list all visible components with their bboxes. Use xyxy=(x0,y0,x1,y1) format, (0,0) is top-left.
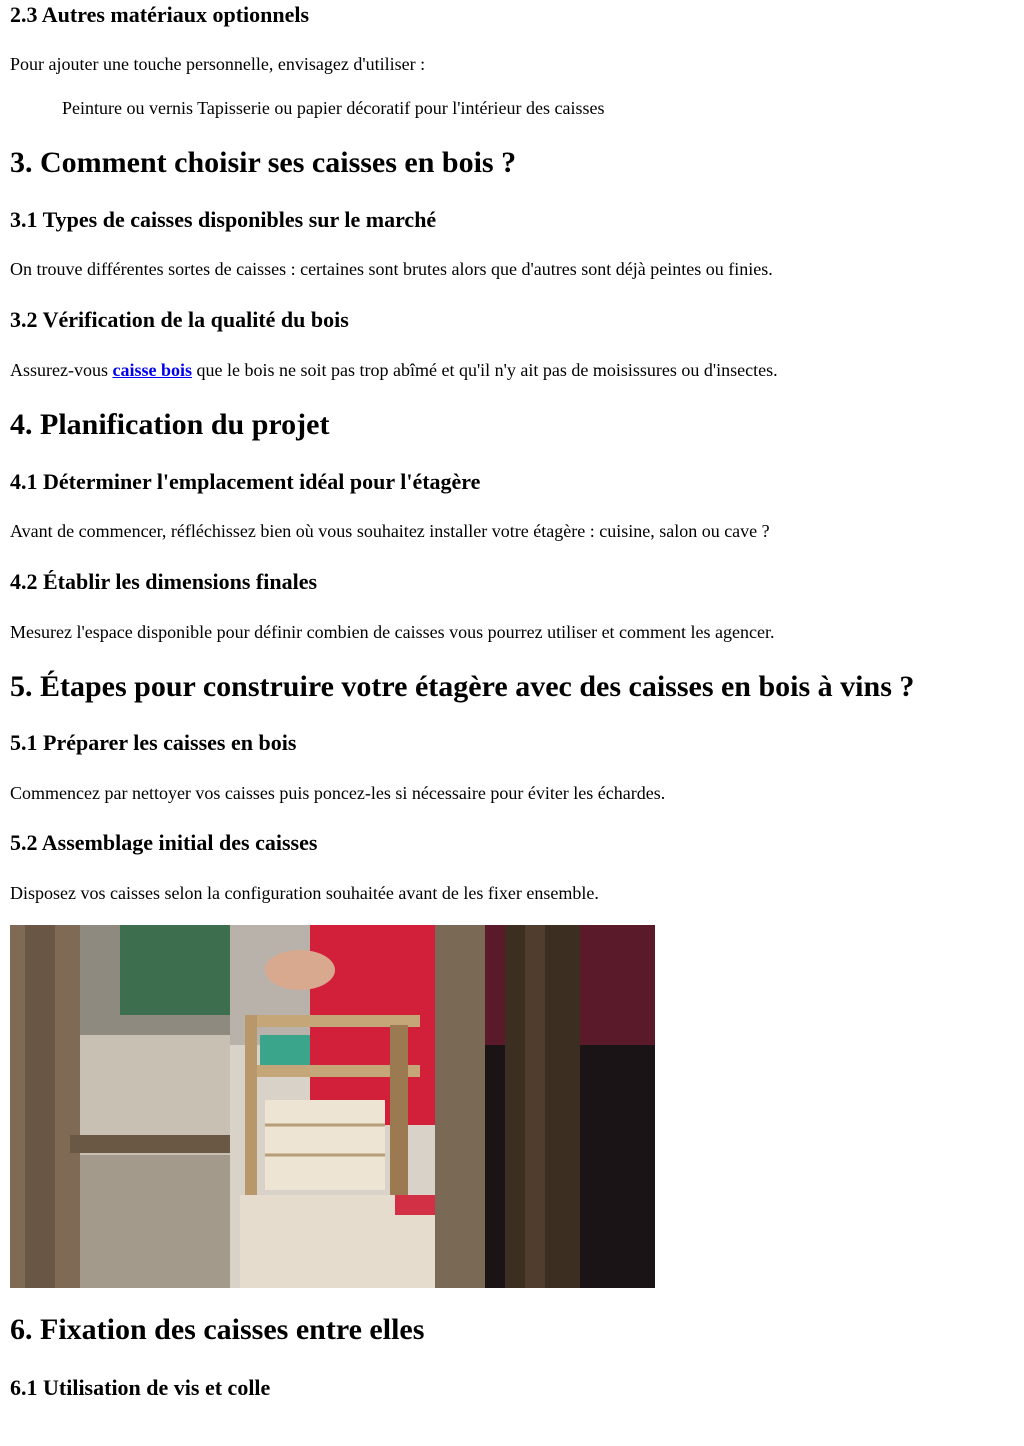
paragraph-2-3-intro: Pour ajouter une touche personnelle, envisagez d'utiliser : xyxy=(10,54,426,74)
heading-5-1: 5.1 Préparer les caisses en bois xyxy=(10,730,297,755)
caisse-bois-link[interactable]: caisse bois xyxy=(112,360,192,380)
assembly-photo-illustration xyxy=(10,925,655,1288)
paragraph-3-1: On trouve différentes sortes de caisses : certaines sont brutes alors que d'autres sont déjà peintes ou finies. xyxy=(10,259,773,279)
heading-3-1: 3.1 Types de caisses disponibles sur le marché xyxy=(10,207,437,232)
heading-4-2: 4.2 Établir les dimensions finales xyxy=(10,569,318,594)
paragraph-3-2-before: Assurez-vous xyxy=(10,360,113,380)
paragraph-5-1: Commencez par nettoyer vos caisses puis poncez-les si nécessaire pour éviter les échardes. xyxy=(10,783,666,803)
paragraph-3-2-after: que le bois ne soit pas trop abîmé et qu'il n'y ait pas de moisissures ou d'insectes. xyxy=(192,360,778,380)
heading-6-1: 6.1 Utilisation de vis et colle xyxy=(10,1375,271,1400)
paragraph-4-1: Avant de commencer, réfléchissez bien où vous souhaitez installer votre étagère : cuisine, salon ou cave ? xyxy=(10,521,770,541)
list-item-optional-materials: Peinture ou vernis Tapisserie ou papier décoratif pour l'intérieur des caisses xyxy=(62,98,605,118)
paragraph-3-2 xyxy=(10,358,778,382)
heading-3: 3. Comment choisir ses caisses en bois ? xyxy=(10,146,517,179)
assembly-photo xyxy=(10,925,655,1288)
heading-2-3: 2.3 Autres matériaux optionnels xyxy=(10,2,310,27)
heading-4: 4. Planification du projet xyxy=(10,408,330,441)
paragraph-4-2: Mesurez l'espace disponible pour définir combien de caisses vous pourrez utiliser et comment les agencer. xyxy=(10,622,775,642)
heading-5: 5. Étapes pour construire votre étagère avec des caisses en bois à vins ? xyxy=(10,670,915,703)
heading-6: 6. Fixation des caisses entre elles xyxy=(10,1313,425,1346)
heading-4-1: 4.1 Déterminer l'emplacement idéal pour l'étagère xyxy=(10,469,481,494)
paragraph-5-2: Disposez vos caisses selon la configuration souhaitée avant de les fixer ensemble. xyxy=(10,883,599,903)
heading-3-2: 3.2 Vérification de la qualité du bois xyxy=(10,307,349,332)
heading-5-2: 5.2 Assemblage initial des caisses xyxy=(10,830,318,855)
